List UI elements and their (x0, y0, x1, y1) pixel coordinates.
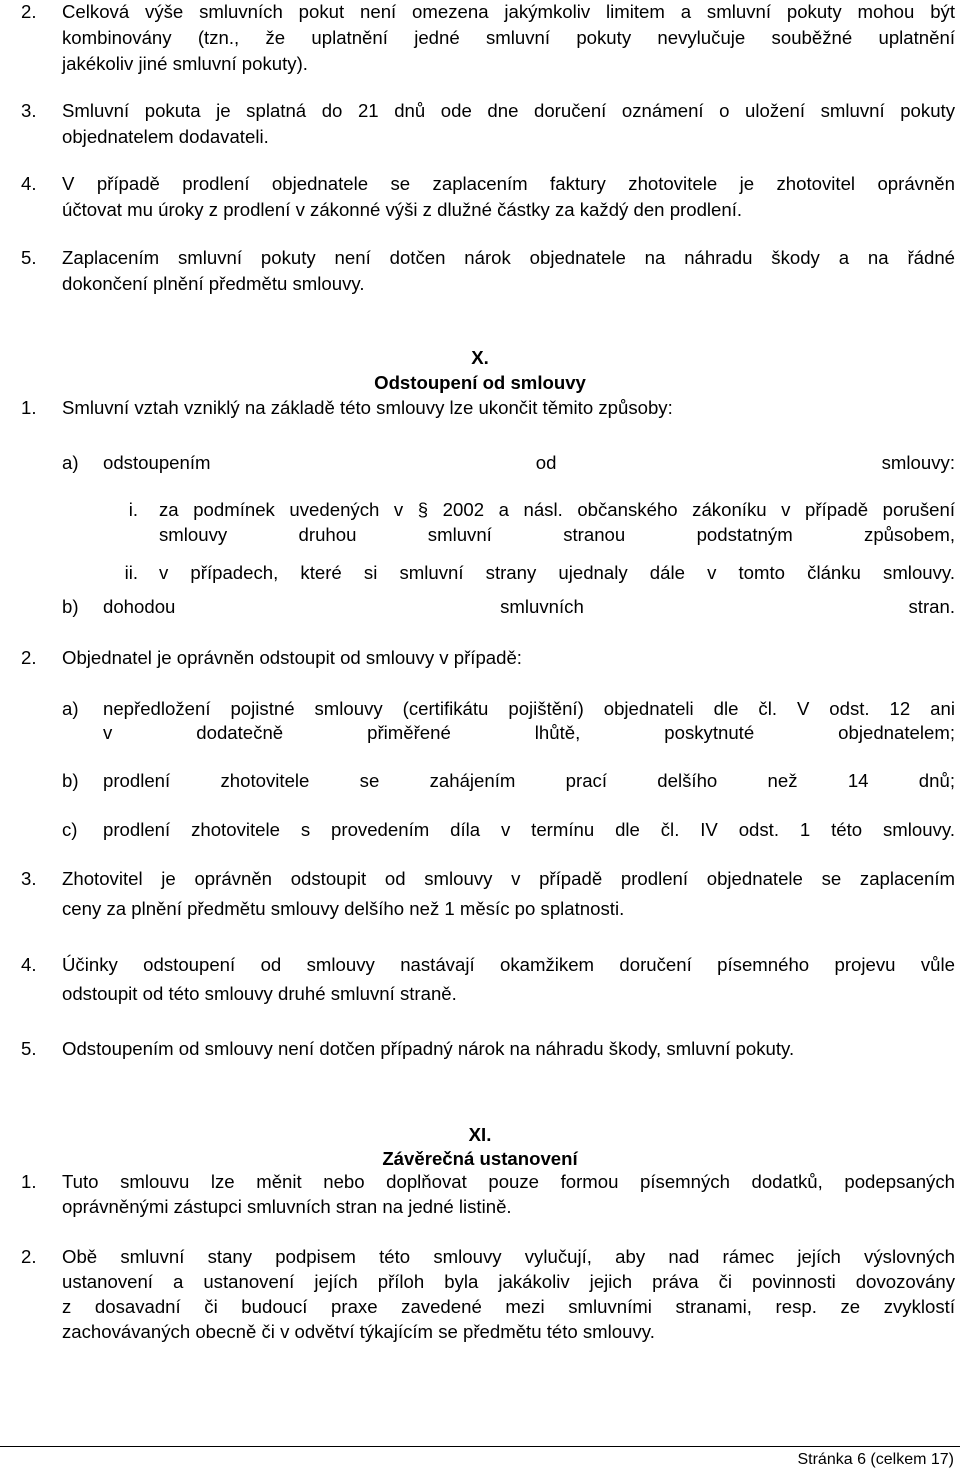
paragraph-line: ustanovení a ustanovení jejích příloh byla jakákoliv jejich práva či povinnosti dovozovány (62, 1271, 955, 1292)
paragraph-line: účtovat mu úroky z prodlení v zákonné výši z dlužné částky za každý den prodlení. (62, 199, 743, 220)
paragraph-line: Obě smluvní stany podpisem této smlouvy vylučují, aby nad rámec jejích výslovných (62, 1246, 955, 1267)
list-item: za podmínek uvedených v § 2002 a násl. občanského zákoníku v případě porušení (159, 499, 955, 520)
paragraph-line: Účinky odstoupení od smlouvy nastávají okamžikem doručení písemného projevu vůle (62, 954, 955, 975)
paragraph-line: Objednatel je oprávněn odstoupit od smlouvy v případě: (62, 647, 522, 668)
list-label: a) (62, 698, 79, 719)
paragraph-line: Smluvní pokuta je splatná do 21 dnů ode dne doručení oznámení o uložení smluvní pokuty (62, 100, 955, 121)
section-number: X. (471, 347, 489, 368)
list-label: i. (128, 499, 138, 520)
paragraph-line: Celková výše smluvních pokut není omezena jakýmkoliv limitem a smluvní pokuty mohou být (62, 1, 955, 22)
paragraph-number: 4. (21, 173, 37, 194)
section-number: XI. (468, 1124, 492, 1145)
paragraph-line: ceny za plnění předmětu smlouvy delšího než 1 měsíc po splatnosti. (62, 898, 625, 919)
paragraph-line: dokončení plnění předmětu smlouvy. (62, 273, 365, 294)
paragraph-line: odstoupit od této smlouvy druhé smluvní straně. (62, 983, 457, 1004)
list-item: v případech, které si smluvní strany ujednaly dále v tomto článku smlouvy. (159, 562, 955, 583)
paragraph-line: zachovávaných obecně či v odvětví týkajícím se předmětu této smlouvy. (62, 1321, 655, 1342)
paragraph-line: jakékoliv jiné smluvní pokuty). (62, 53, 308, 74)
list-item: smlouvy druhou smluvní stranou podstatným způsobem, (159, 524, 955, 545)
paragraph-line: Tuto smlouvu lze měnit nebo doplňovat pouze formou písemných dodatků, podepsaných (62, 1171, 955, 1192)
paragraph-number: 1. (21, 1171, 37, 1192)
paragraph-number: 2. (21, 1246, 37, 1267)
list-item: nepředložení pojistné smlouvy (certifikátu pojištění) objednateli dle čl. V odst. 12 ani (103, 698, 955, 719)
list-label: b) (62, 596, 79, 617)
section-title: Závěrečná ustanovení (382, 1148, 578, 1169)
list-item: v dodatečně přiměřené lhůtě, poskytnuté objednatelem; (103, 722, 955, 743)
footer-divider (0, 1446, 960, 1447)
paragraph-number: 4. (21, 954, 37, 975)
paragraph-line: objednatelem dodavateli. (62, 126, 269, 147)
paragraph-number: 2. (21, 1, 37, 22)
paragraph-line: Zhotovitel je oprávněn odstoupit od smlouvy v případě prodlení objednatele se zaplacením (62, 868, 955, 889)
paragraph-line: kombinovány (tzn., že uplatnění jedné smluvní pokuty nevylučuje souběžné uplatnění (62, 27, 955, 48)
list-label: c) (62, 819, 78, 840)
paragraph-number: 3. (21, 100, 37, 121)
paragraph-line: oprávněnými zástupci smluvních stran na jedné listině. (62, 1196, 512, 1217)
list-item: prodlení zhotovitele se zahájením prací delšího než 14 dnů; (103, 770, 955, 791)
paragraph-line: Odstoupením od smlouvy není dotčen případný nárok na náhradu škody, smluvní pokuty. (62, 1038, 795, 1059)
list-label: ii. (124, 562, 138, 583)
paragraph-number: 5. (21, 247, 37, 268)
paragraph-number: 1. (21, 397, 37, 418)
list-item: prodlení zhotovitele s provedením díla v termínu dle čl. IV odst. 1 této smlouvy. (103, 819, 955, 840)
list-item: dohodou smluvních stran. (103, 596, 955, 617)
list-label: a) (62, 452, 79, 473)
paragraph-line: Zaplacením smluvní pokuty není dotčen nárok objednatele na náhradu škody a na řádné (62, 247, 955, 268)
paragraph-number: 3. (21, 868, 37, 889)
paragraph-number: 5. (21, 1038, 37, 1059)
paragraph-line: z dosavadní či budoucí praxe zavedené mezi smluvními stranami, resp. ze zvyklostí (62, 1296, 955, 1317)
paragraph-line: V případě prodlení objednatele se zaplacením faktury zhotovitele je zhotovitel oprávněn (62, 173, 955, 194)
section-title: Odstoupení od smlouvy (374, 372, 586, 393)
page-counter: Stránka 6 (celkem 17) (797, 1451, 954, 1468)
paragraph-line: Smluvní vztah vzniklý na základě této smlouvy lze ukončit těmito způsoby: (62, 397, 673, 418)
list-item: odstoupením od smlouvy: (103, 452, 955, 473)
paragraph-number: 2. (21, 647, 37, 668)
list-label: b) (62, 770, 79, 791)
